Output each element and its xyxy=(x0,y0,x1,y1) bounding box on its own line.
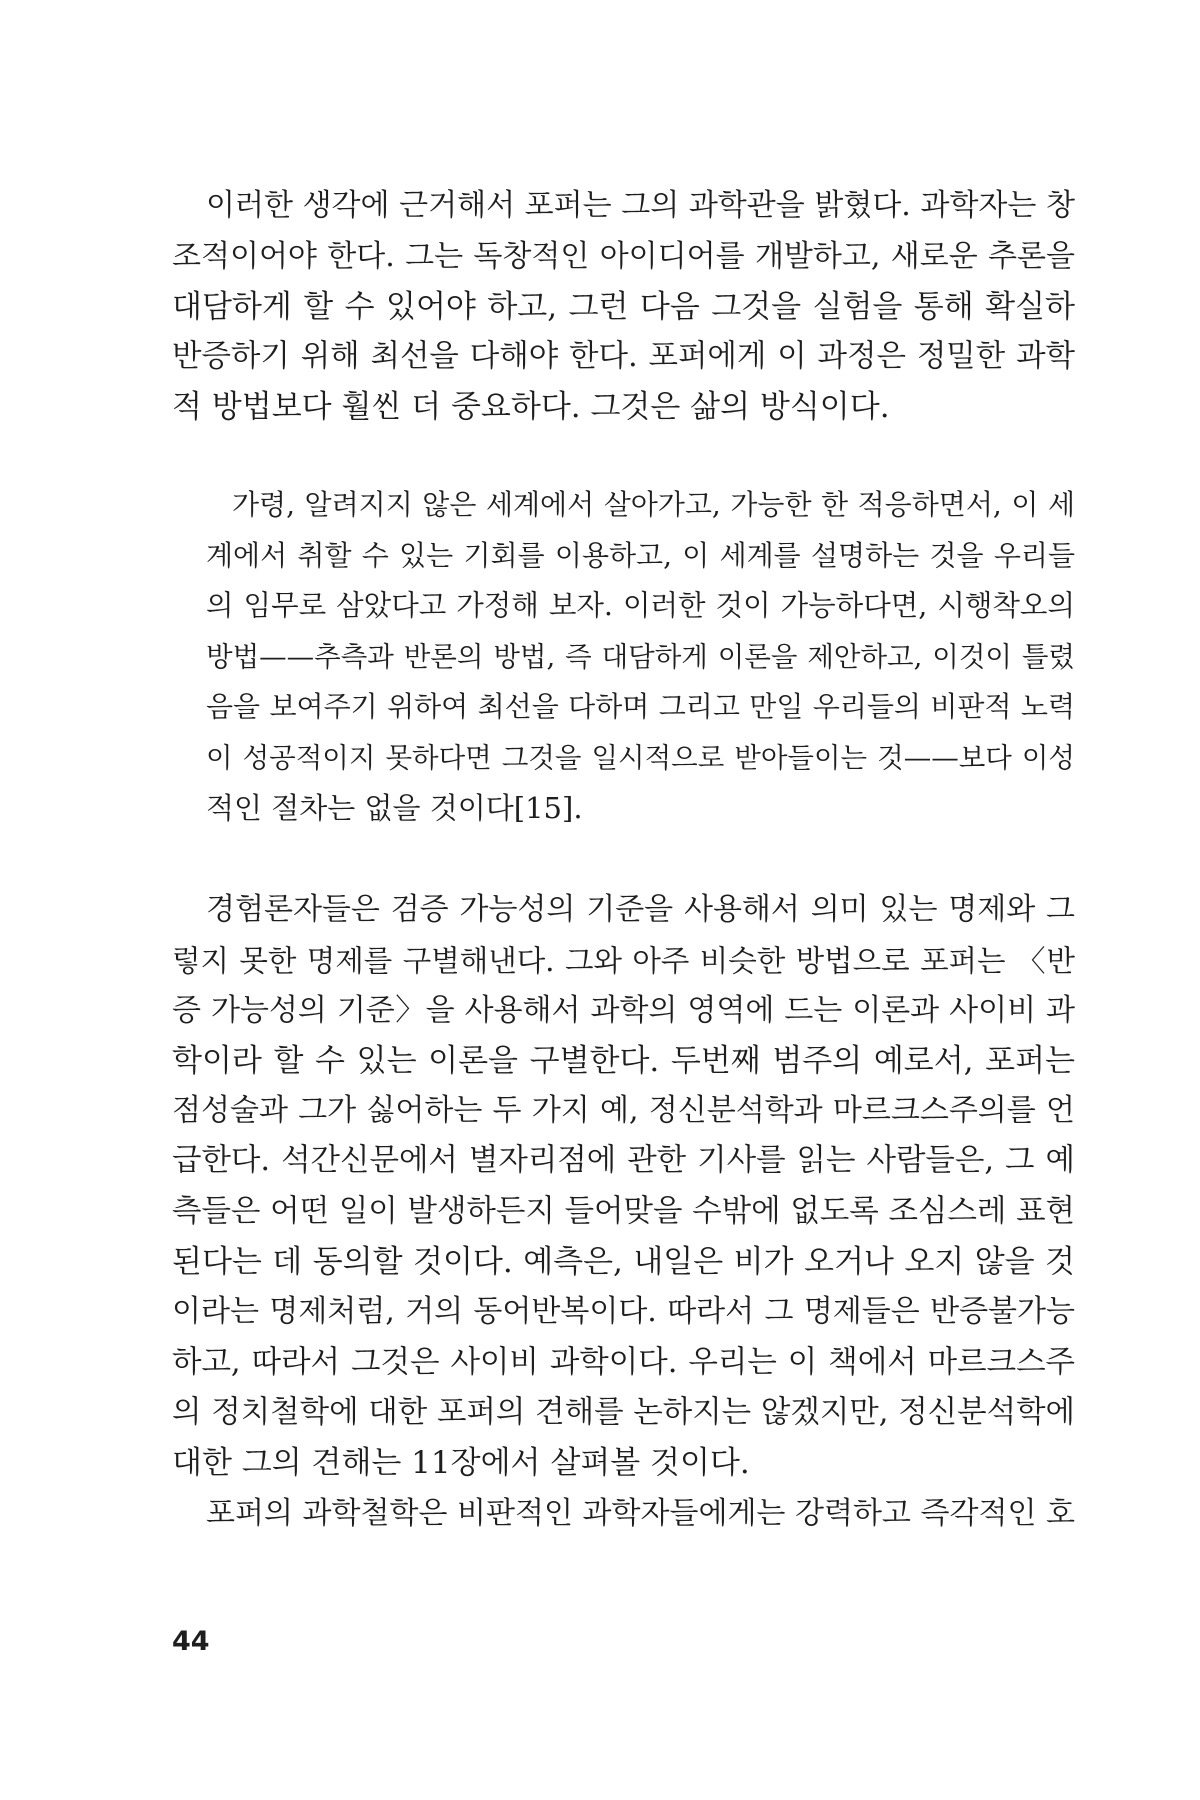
quote-line: 음을 보여주기 위하여 최선을 다하며 그리고 만일 우리들의 비판적 노력 xyxy=(206,690,1075,723)
text-line: 렇지 못한 명제를 구별해낸다. 그와 아주 비슷한 방법으로 포퍼는 〈반 xyxy=(172,944,1075,978)
quote-line: 방법——추측과 반론의 방법, 즉 대담하게 이론을 제안하고, 이것이 틀렸 xyxy=(206,641,1075,673)
text-line: 증 가능성의 기준〉을 사용해서 과학의 영역에 드는 이론과 사이비 과 xyxy=(172,993,1075,1028)
text-line: 급한다. 석간신문에서 별자리점에 관한 기사를 읽는 사람들은, 그 예 xyxy=(172,1143,1075,1178)
text-line: 반증하기 위해 최선을 다해야 한다. 포퍼에게 이 과정은 정밀한 과학 xyxy=(172,339,1075,374)
quote-line: 적인 절차는 없을 것이다[15]. xyxy=(206,791,583,825)
page-number: 44 xyxy=(172,1626,210,1657)
quote-line: 가령, 알려지지 않은 세계에서 살아가고, 가능한 한 적응하면서, 이 세 xyxy=(232,488,1075,521)
text-line: 포퍼의 과학철학은 비판적인 과학자들에게는 강력하고 즉각적인 호 xyxy=(206,1496,1075,1531)
text-line: 대담하게 할 수 있어야 하고, 그런 다음 그것을 실험을 통해 확실하 xyxy=(172,289,1075,325)
quote-line: 계에서 취할 수 있는 기회를 이용하고, 이 세계를 설명하는 것을 우리들 xyxy=(206,539,1075,572)
text-line: 대한 그의 견해는 11장에서 살펴볼 것이다. xyxy=(172,1445,750,1481)
text-line: 의 정치철학에 대한 포퍼의 견해를 논하지는 않겠지만, 정신분석학에 xyxy=(172,1395,1075,1430)
text-line: 경험론자들은 검증 가능성의 기준을 사용해서 의미 있는 명제와 그 xyxy=(206,892,1075,927)
text-line: 하고, 따라서 그것은 사이비 과학이다. 우리는 이 책에서 마르크스주 xyxy=(172,1345,1075,1380)
text-line: 적 방법보다 훨씬 더 중요하다. 그것은 삶의 방식이다. xyxy=(172,389,890,425)
text-line: 된다는 데 동의할 것이다. 예측은, 내일은 비가 오거나 오지 않을 것 xyxy=(172,1244,1075,1280)
quote-line: 의 임무로 삼았다고 가정해 보자. 이러한 것이 가능하다면, 시행착오의 xyxy=(206,589,1075,622)
text-line: 측들은 어떤 일이 발생하든지 들어맞을 수밖에 없도록 조심스레 표현 xyxy=(172,1194,1075,1229)
text-line: 이라는 명제처럼, 거의 동어반복이다. 따라서 그 명제들은 반증불가능 xyxy=(172,1294,1075,1329)
text-line: 학이라 할 수 있는 이론을 구별한다. 두번째 범주의 예로서, 포퍼는 xyxy=(172,1043,1075,1079)
quote-line: 이 성공적이지 못하다면 그것을 일시적으로 받아들이는 것——보다 이성 xyxy=(206,742,1075,774)
text-line: 점성술과 그가 싫어하는 두 가지 예, 정신분석학과 마르크스주의를 언 xyxy=(172,1093,1075,1128)
text-line: 조적이어야 한다. 그는 독창적인 아이디어를 개발하고, 새로운 추론을 xyxy=(172,239,1075,274)
text-line: 이러한 생각에 근거해서 포퍼는 그의 과학관을 밝혔다. 과학자는 창 xyxy=(206,188,1075,223)
